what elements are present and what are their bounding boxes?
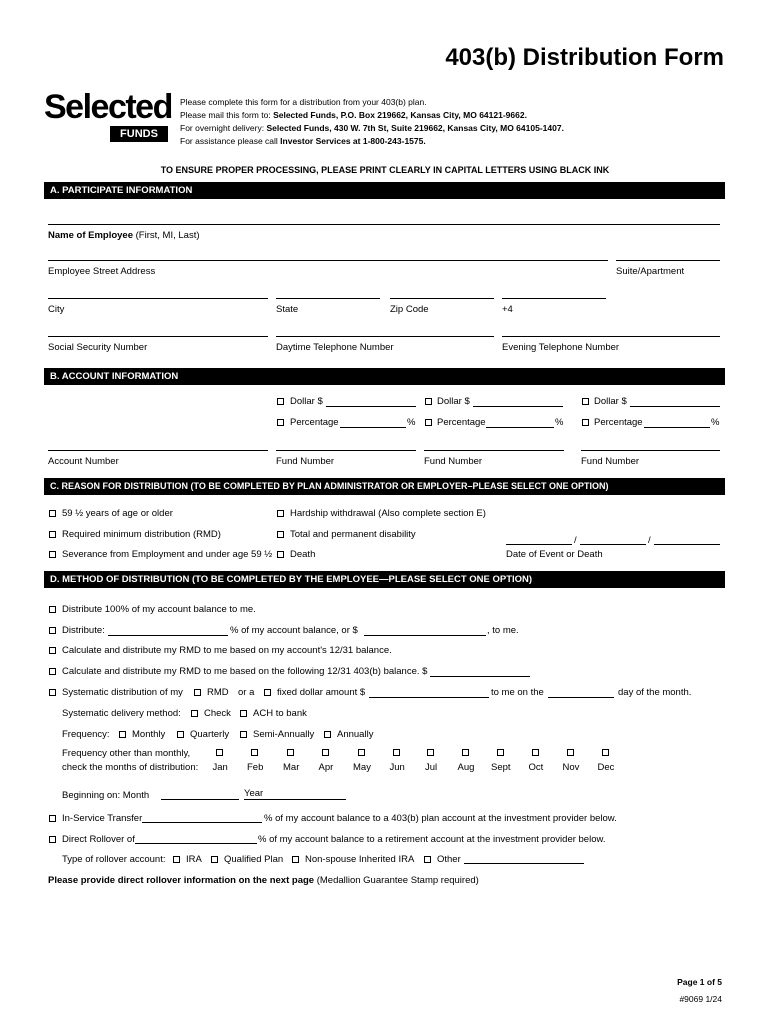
method-partial-checkbox[interactable] bbox=[49, 627, 56, 634]
fund-number-label-1: Fund Number bbox=[276, 456, 335, 467]
employee-name-label: Name of Employee (First, MI, Last) bbox=[48, 230, 200, 241]
city-label: City bbox=[48, 304, 65, 315]
ssn-field[interactable] bbox=[48, 336, 268, 337]
section-a-heading: A. PARTICIPATE INFORMATION bbox=[44, 182, 725, 199]
section-d-heading: D. METHOD OF DISTRIBUTION (TO BE COMPLETED BY THE EMPLOYEE—PLEASE SELECT ONE OPTION) bbox=[44, 571, 725, 588]
freq-monthly-checkbox[interactable] bbox=[119, 731, 126, 738]
account-number-label: Account Number bbox=[48, 456, 119, 467]
beginning-month-label: Beginning on: Month bbox=[62, 790, 150, 801]
percentage-field-1[interactable] bbox=[340, 427, 406, 428]
beginning-month-field[interactable] bbox=[161, 799, 239, 800]
reason-hardship-label: Hardship withdrawal (Also complete section E) bbox=[290, 508, 486, 519]
month-checkbox-jan[interactable] bbox=[216, 749, 223, 756]
dollar-label-1: Dollar $ bbox=[290, 396, 323, 407]
delivery-ach-checkbox[interactable] bbox=[240, 710, 247, 717]
print-notice: TO ENSURE PROPER PROCESSING, PLEASE PRINT CLEARLY IN CAPITAL LETTERS USING BLACK INK bbox=[160, 165, 610, 175]
day-of-month-label: day of the month. bbox=[618, 687, 692, 698]
freq-semi-checkbox[interactable] bbox=[240, 731, 247, 738]
rollover-percent-field[interactable] bbox=[135, 843, 257, 844]
delivery-method-label: Systematic delivery method: bbox=[62, 708, 181, 719]
month-checkbox-aug[interactable] bbox=[462, 749, 469, 756]
method-rmd-balance-label: Calculate and distribute my RMD to me based on the following 12/31 403(b) balance. $ bbox=[62, 666, 428, 677]
suite-field[interactable] bbox=[616, 260, 720, 261]
zip-field[interactable] bbox=[390, 298, 494, 299]
month-checkbox-jul[interactable] bbox=[427, 749, 434, 756]
reason-age-checkbox[interactable] bbox=[49, 510, 56, 517]
dollar-field-1[interactable] bbox=[326, 406, 416, 407]
month-checkbox-apr[interactable] bbox=[322, 749, 329, 756]
delivery-check-label: Check bbox=[204, 708, 231, 719]
fund-number-field-3[interactable] bbox=[581, 450, 720, 451]
freq-semi-label: Semi-Annually bbox=[253, 729, 315, 740]
day-of-month-field[interactable] bbox=[548, 697, 614, 698]
reason-severance-checkbox[interactable] bbox=[49, 551, 56, 558]
state-field[interactable] bbox=[276, 298, 380, 299]
reason-death-checkbox[interactable] bbox=[277, 551, 284, 558]
month-label-aug: Aug bbox=[457, 762, 475, 773]
date-slash-1: / bbox=[574, 535, 577, 546]
type-qualified-label: Qualified Plan bbox=[224, 854, 284, 865]
section-c-heading: C. REASON FOR DISTRIBUTION (TO BE COMPLETED BY PLAN ADMINISTRATOR OR EMPLOYER–PLEASE SELECT ONE OPTION) bbox=[44, 478, 725, 495]
type-ira-label: IRA bbox=[186, 854, 202, 865]
plus4-label: +4 bbox=[502, 304, 513, 315]
method-full-label: Distribute 100% of my account balance to me. bbox=[62, 604, 256, 615]
delivery-ach-label: ACH to bank bbox=[253, 708, 307, 719]
partial-tome-label: , to me. bbox=[487, 625, 519, 636]
month-checkbox-oct[interactable] bbox=[532, 749, 539, 756]
event-month-field[interactable] bbox=[506, 544, 572, 545]
systematic-label: Systematic distribution of my bbox=[62, 687, 183, 698]
dollar-label-3: Dollar $ bbox=[594, 396, 627, 407]
month-checkbox-nov[interactable] bbox=[567, 749, 574, 756]
rmd-balance-field[interactable] bbox=[430, 676, 530, 677]
type-other-field[interactable] bbox=[464, 863, 584, 864]
plus4-field[interactable] bbox=[502, 298, 606, 299]
month-label-sept: Sept bbox=[491, 762, 511, 773]
freq-other-label-1: Frequency other than monthly, bbox=[62, 748, 191, 759]
month-checkbox-jun[interactable] bbox=[393, 749, 400, 756]
day-phone-field[interactable] bbox=[276, 336, 494, 337]
method-rmd-account-label: Calculate and distribute my RMD to me based on my account's 12/31 balance. bbox=[62, 645, 392, 656]
systematic-fixed-checkbox[interactable] bbox=[264, 689, 271, 696]
percentage-field-3[interactable] bbox=[644, 427, 710, 428]
date-slash-2: / bbox=[648, 535, 651, 546]
reason-severance-label: Severance from Employment and under age 59 ½ bbox=[62, 549, 273, 560]
percentage-label-2: Percentage bbox=[437, 417, 486, 428]
delivery-check-checkbox[interactable] bbox=[191, 710, 198, 717]
method-partial-label: Distribute: bbox=[62, 625, 105, 636]
dollar-checkbox-3[interactable] bbox=[582, 398, 589, 405]
type-nonspouse-checkbox[interactable] bbox=[292, 856, 299, 863]
type-qualified-checkbox[interactable] bbox=[211, 856, 218, 863]
month-checkbox-feb[interactable] bbox=[251, 749, 258, 756]
percentage-checkbox-3[interactable] bbox=[582, 419, 589, 426]
systematic-or-label: or a bbox=[238, 687, 255, 698]
fund-number-label-2: Fund Number bbox=[424, 456, 483, 467]
fixed-amount-field[interactable] bbox=[369, 697, 489, 698]
method-systematic-checkbox[interactable] bbox=[49, 689, 56, 696]
systematic-rmd-checkbox[interactable] bbox=[194, 689, 201, 696]
dollar-field-3[interactable] bbox=[630, 406, 720, 407]
employee-name-field[interactable] bbox=[48, 224, 720, 225]
type-other-checkbox[interactable] bbox=[424, 856, 431, 863]
systematic-rmd-label: RMD bbox=[207, 687, 229, 698]
freq-annual-checkbox[interactable] bbox=[324, 731, 331, 738]
partial-dollar-field[interactable] bbox=[364, 635, 486, 636]
rollover-checkbox[interactable] bbox=[49, 836, 56, 843]
suite-label: Suite/Apartment bbox=[616, 266, 685, 277]
event-day-field[interactable] bbox=[580, 544, 646, 545]
method-full-checkbox[interactable] bbox=[49, 606, 56, 613]
form-code: #9069 1/24 bbox=[679, 994, 722, 1004]
day-phone-label: Daytime Telephone Number bbox=[276, 342, 394, 353]
dollar-field-2[interactable] bbox=[473, 406, 563, 407]
fund-number-field-2[interactable] bbox=[424, 450, 564, 451]
method-rmd-account-checkbox[interactable] bbox=[49, 647, 56, 654]
beginning-year-field[interactable] bbox=[244, 799, 346, 800]
dollar-label-2: Dollar $ bbox=[437, 396, 470, 407]
street-label: Employee Street Address bbox=[48, 266, 156, 277]
frequency-label: Frequency: bbox=[62, 729, 110, 740]
zip-label: Zip Code bbox=[390, 304, 429, 315]
method-rmd-balance-checkbox[interactable] bbox=[49, 668, 56, 675]
month-checkbox-dec[interactable] bbox=[602, 749, 609, 756]
month-label-apr: Apr bbox=[318, 762, 334, 773]
logo-selected: Selected bbox=[44, 88, 172, 126]
account-number-field[interactable] bbox=[48, 450, 268, 451]
type-nonspouse-label: Non-spouse Inherited IRA bbox=[305, 854, 415, 865]
freq-quarterly-checkbox[interactable] bbox=[177, 731, 184, 738]
type-other-label: Other bbox=[437, 854, 461, 865]
percentage-label-3: Percentage bbox=[594, 417, 643, 428]
month-label-dec: Dec bbox=[597, 762, 615, 773]
reason-hardship-checkbox[interactable] bbox=[277, 510, 284, 517]
reason-rmd-label: Required minimum distribution (RMD) bbox=[62, 529, 221, 540]
city-field[interactable] bbox=[48, 298, 268, 299]
month-label-feb: Feb bbox=[247, 762, 264, 773]
reason-death-label: Death bbox=[290, 549, 316, 560]
inservice-rest-label: % of my account balance to a 403(b) plan account at the investment provider below. bbox=[264, 813, 617, 824]
reason-rmd-checkbox[interactable] bbox=[49, 531, 56, 538]
fund-number-field-1[interactable] bbox=[276, 450, 416, 451]
percentage-checkbox-1[interactable] bbox=[277, 419, 284, 426]
percentage-checkbox-2[interactable] bbox=[425, 419, 432, 426]
rollover-type-label: Type of rollover account: bbox=[62, 854, 166, 865]
month-label-may: May bbox=[353, 762, 371, 773]
reason-age-label: 59 ½ years of age or older bbox=[62, 508, 173, 519]
rollover-rest-label: % of my account balance to a retirement account at the investment provider below. bbox=[258, 834, 606, 845]
event-year-field[interactable] bbox=[654, 544, 720, 545]
reason-disability-label: Total and permanent disability bbox=[290, 529, 416, 540]
rollover-label: Direct Rollover of bbox=[62, 834, 135, 845]
inservice-percent-field[interactable] bbox=[142, 822, 262, 823]
fund-number-label-3: Fund Number bbox=[581, 456, 640, 467]
month-label-oct: Oct bbox=[528, 762, 544, 773]
inservice-checkbox[interactable] bbox=[49, 815, 56, 822]
pct-sign-1: % bbox=[407, 417, 416, 428]
month-checkbox-mar[interactable] bbox=[287, 749, 294, 756]
instructions: Please complete this form for a distribution from your 403(b) plan. Please mail this form to: Selected Funds, P.O. Box 219662, Kansas City, MO 64121-9662. For overnight delivery: Selected Funds, 430 W. 7th St, Suite 219662, Kansas City, MO 64105-1407. For assistance please call Investor Services at 1-800-243-1575. bbox=[180, 97, 564, 146]
pct-sign-3: % bbox=[711, 417, 720, 428]
page-number: Page 1 of 5 bbox=[677, 977, 722, 987]
partial-percent-field[interactable] bbox=[108, 635, 228, 636]
form-title: 403(b) Distribution Form bbox=[445, 44, 724, 71]
partial-balance-label: % of my account balance, or $ bbox=[230, 625, 358, 636]
freq-other-label-2: check the months of distribution: bbox=[62, 762, 199, 773]
pct-sign-2: % bbox=[555, 417, 564, 428]
reason-disability-checkbox[interactable] bbox=[277, 531, 284, 538]
freq-annual-label: Annually bbox=[337, 729, 374, 740]
month-label-jun: Jun bbox=[389, 762, 405, 773]
percentage-label-1: Percentage bbox=[290, 417, 339, 428]
month-label-jul: Jul bbox=[425, 762, 438, 773]
eve-phone-label: Evening Telephone Number bbox=[502, 342, 620, 353]
systematic-fixed-label: fixed dollar amount $ bbox=[277, 687, 366, 698]
beginning-year-label: Year bbox=[244, 788, 264, 799]
rollover-note: Please provide direct rollover information on the next page (Medallion Guarantee Stamp required) bbox=[48, 875, 479, 886]
freq-monthly-label: Monthly bbox=[132, 729, 166, 740]
state-label: State bbox=[276, 304, 299, 315]
month-checkbox-may[interactable] bbox=[358, 749, 365, 756]
month-label-mar: Mar bbox=[283, 762, 300, 773]
month-label-nov: Nov bbox=[562, 762, 580, 773]
month-label-jan: Jan bbox=[212, 762, 228, 773]
dollar-checkbox-1[interactable] bbox=[277, 398, 284, 405]
date-of-event-label: Date of Event or Death bbox=[506, 549, 603, 560]
street-address-field[interactable] bbox=[48, 260, 608, 261]
ssn-label: Social Security Number bbox=[48, 342, 148, 353]
eve-phone-field[interactable] bbox=[502, 336, 720, 337]
section-b-heading: B. ACCOUNT INFORMATION bbox=[44, 368, 725, 385]
month-checkbox-sept[interactable] bbox=[497, 749, 504, 756]
inservice-label: In-Service Transfer bbox=[62, 813, 143, 824]
logo-funds: FUNDS bbox=[110, 126, 168, 142]
freq-quarterly-label: Quarterly bbox=[190, 729, 230, 740]
type-ira-checkbox[interactable] bbox=[173, 856, 180, 863]
percentage-field-2[interactable] bbox=[486, 427, 554, 428]
tome-on-label: to me on the bbox=[491, 687, 544, 698]
dollar-checkbox-2[interactable] bbox=[425, 398, 432, 405]
